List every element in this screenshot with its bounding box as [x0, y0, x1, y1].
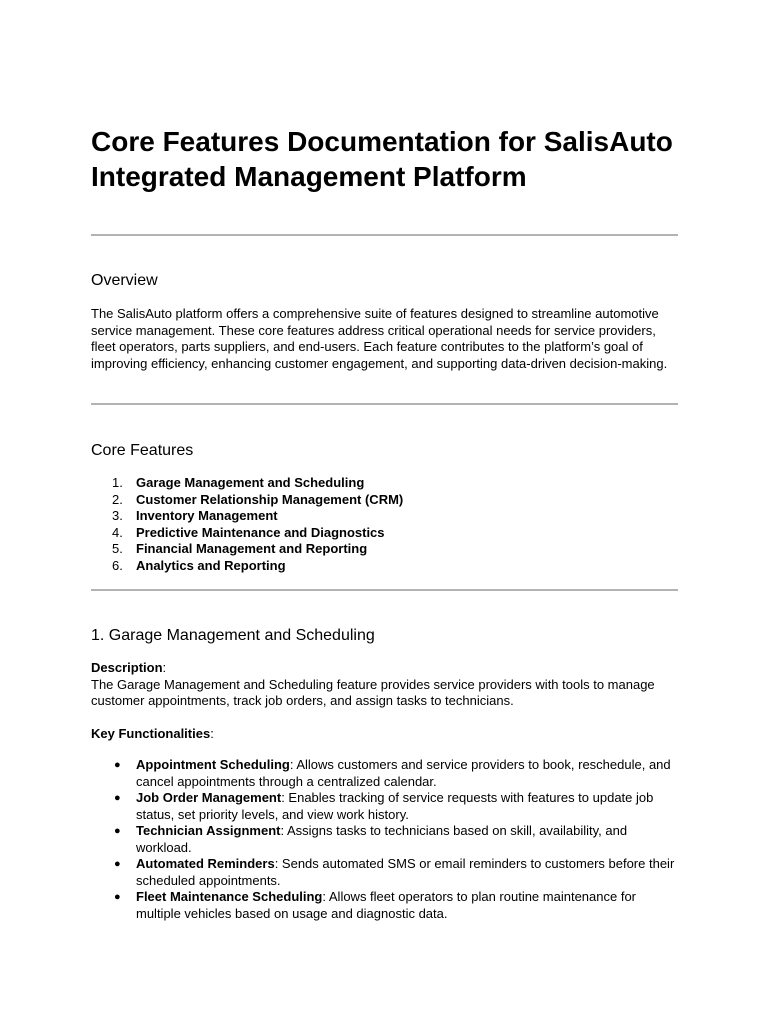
key-functionalities-list — [91, 757, 679, 922]
functionality-text: : Enables tracking of service requests with features to update job status, set priority levels, and view work history. — [136, 790, 654, 822]
list-item — [91, 856, 679, 889]
list-item-label: Analytics and Reporting — [136, 557, 286, 573]
description-label: Description — [91, 660, 163, 675]
horizontal-rule — [91, 403, 678, 405]
list-item-label: Customer Relationship Management (CRM) — [136, 491, 404, 507]
core-features-heading: Core Features — [91, 442, 194, 459]
list-item — [91, 508, 403, 525]
list-item-label: Financial Management and Reporting — [136, 541, 368, 556]
description-text: The Garage Management and Scheduling feature provides service providers with tools to manage customer appointments, track job orders, and assign tasks to technicians. — [91, 676, 655, 708]
functionality-text: : Assigns tasks to technicians based on skill, availability, and workload. — [136, 823, 628, 855]
list-number: 4. — [112, 524, 123, 540]
key-functionalities-label: Key Functionalities — [91, 726, 211, 741]
list-item — [91, 757, 679, 790]
overview-heading: Overview — [91, 272, 158, 289]
bullet-icon: ● — [114, 792, 121, 804]
functionality-text: : Sends automated SMS or email reminders to customers before their scheduled appointments. — [136, 856, 675, 888]
functionality-name: Appointment Scheduling — [136, 757, 290, 772]
horizontal-rule — [91, 234, 678, 236]
bullet-icon: ● — [114, 858, 121, 870]
description-colon: : — [162, 660, 167, 675]
functionality-text: : Allows customers and service providers to book, reschedule, and cancel appointments through a centralized calendar. — [136, 757, 671, 789]
list-item — [91, 558, 403, 575]
list-item — [91, 823, 679, 856]
list-number: 5. — [112, 541, 123, 556]
horizontal-rule — [91, 589, 678, 591]
functionality-name: Fleet Maintenance Scheduling — [136, 889, 323, 904]
key-functionalities-colon: : — [210, 726, 214, 741]
functionality-text: : Allows fleet operators to plan routine maintenance for multiple vehicles based on usage and diagnostic data. — [136, 889, 636, 921]
list-item — [91, 889, 679, 922]
list-item-label: Inventory Management — [136, 508, 278, 523]
list-item — [91, 790, 679, 823]
overview-paragraph: The SalisAuto platform offers a comprehensive suite of features designed to streamline automotive service management. These core features address critical operational needs for service providers, fleet operators, parts suppliers, and end-users. Each feature contributes to the platform’s goal of improving efficiency, enhancing customer engagement, and supporting data-driven decision-making. — [91, 306, 668, 371]
bullet-icon: ● — [114, 825, 121, 837]
functionality-name: Automated Reminders — [136, 856, 275, 871]
list-number: 6. — [112, 557, 123, 573]
list-item-label: Predictive Maintenance and Diagnostics — [136, 524, 385, 540]
functionality-name: Technician Assignment — [136, 823, 281, 838]
document-title: Core Features Documentation for SalisAuto Integrated Management Platform — [91, 126, 673, 192]
functionality-name: Job Order Management — [136, 790, 282, 805]
list-item — [91, 492, 403, 509]
section-heading-garage-management: 1. Garage Management and Scheduling — [91, 627, 375, 644]
description-block — [91, 660, 679, 710]
bullet-icon: ● — [114, 891, 121, 903]
list-number: 2. — [112, 491, 123, 507]
key-functionalities-label-line — [91, 726, 679, 743]
list-number: 3. — [112, 508, 123, 523]
list-item-label: Garage Management and Scheduling — [136, 475, 365, 490]
list-item — [91, 541, 403, 558]
core-features-list — [91, 475, 403, 574]
bullet-icon: ● — [114, 759, 121, 771]
list-number: 1. — [112, 475, 123, 490]
list-item — [91, 475, 403, 492]
list-item — [91, 525, 403, 542]
